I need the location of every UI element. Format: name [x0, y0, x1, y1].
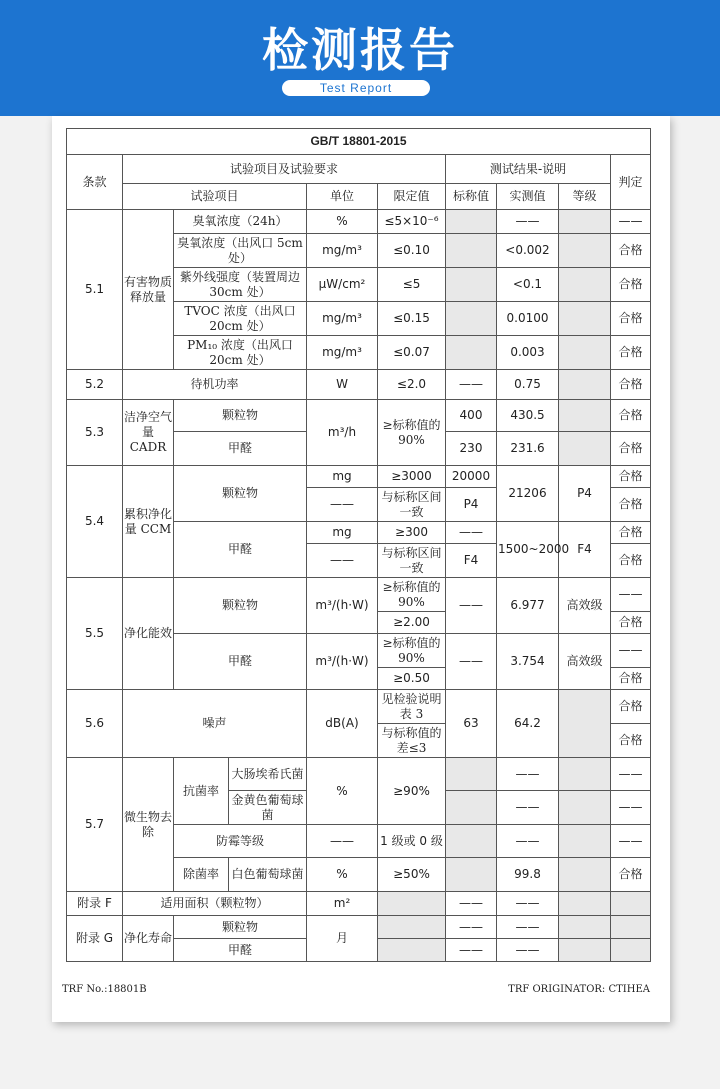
table-cell: ≥标称值的 90% — [378, 400, 446, 466]
table-cell: —— — [446, 939, 497, 962]
table-cell: 抗菌率 — [174, 758, 229, 825]
table-cell: —— — [497, 916, 559, 939]
table-cell: ≤0.15 — [378, 302, 446, 336]
table-cell: 0.0100 — [497, 302, 559, 336]
table-cell: 甲醛 — [174, 432, 307, 466]
col-item: 试验项目 — [123, 184, 307, 210]
table-cell: mg/m³ — [307, 336, 378, 370]
table-row — [67, 210, 651, 234]
table-row — [67, 758, 651, 791]
table-cell: 6.977 — [497, 578, 559, 634]
col-unit: 单位 — [307, 184, 378, 210]
empty-shaded-cell — [559, 825, 611, 858]
table-cell: μW/cm² — [307, 268, 378, 302]
table-cell: 有害物质释放量 — [123, 210, 174, 370]
table-cell: 3.754 — [497, 634, 559, 690]
table-cell: 与标称区间一致 — [378, 488, 446, 522]
table-cell: —— — [307, 544, 378, 578]
empty-shaded-cell — [559, 758, 611, 791]
table-cell: 5.4 — [67, 466, 123, 578]
table-cell: —— — [446, 916, 497, 939]
table-cell: 231.6 — [497, 432, 559, 466]
table-cell: —— — [446, 892, 497, 916]
table-cell: —— — [446, 522, 497, 544]
table-cell: 颗粒物 — [174, 916, 307, 939]
table-cell: —— — [446, 370, 497, 400]
table-row — [67, 892, 651, 916]
empty-shaded-cell — [446, 268, 497, 302]
table-cell: 高效级 — [559, 578, 611, 634]
empty-shaded-cell — [559, 370, 611, 400]
table-cell: ≥300 — [378, 522, 446, 544]
table-cell: 甲醛 — [174, 522, 307, 578]
table-cell: 附录 F — [67, 892, 123, 916]
table-cell: 430.5 — [497, 400, 559, 432]
table-cell: 附录 G — [67, 916, 123, 962]
table-cell: 颗粒物 — [174, 466, 307, 522]
col-grade: 等级 — [559, 184, 611, 210]
table-cell: —— — [611, 758, 651, 791]
table-cell: ≤2.0 — [378, 370, 446, 400]
header-row-2 — [67, 184, 651, 210]
table-cell: ≤0.07 — [378, 336, 446, 370]
table-cell: % — [307, 210, 378, 234]
table-cell: 5.2 — [67, 370, 123, 400]
table-cell: 5.5 — [67, 578, 123, 690]
table-cell: m² — [307, 892, 378, 916]
table-cell: 合格 — [611, 858, 651, 892]
table-cell: —— — [497, 791, 559, 825]
table-cell: 微生物去除 — [123, 758, 174, 892]
empty-shaded-cell — [559, 432, 611, 466]
table-cell: 5.1 — [67, 210, 123, 370]
table-cell: 洁净空气量 CADR — [123, 400, 174, 466]
empty-shaded-cell — [378, 916, 446, 939]
table-cell: —— — [307, 825, 378, 858]
table-cell: 净化能效 — [123, 578, 174, 690]
table-cell: 紫外线强度（装置周边 30cm 处） — [174, 268, 307, 302]
col-nominal: 标称值 — [446, 184, 497, 210]
empty-shaded-cell — [446, 210, 497, 234]
table-cell: PM₁₀ 浓度（出风口 20cm 处） — [174, 336, 307, 370]
table-row — [67, 400, 651, 432]
empty-shaded-cell — [446, 758, 497, 791]
table-cell: —— — [497, 892, 559, 916]
table-cell: 噪声 — [123, 690, 307, 758]
table-cell: 230 — [446, 432, 497, 466]
table-cell: m³/h — [307, 400, 378, 466]
report-table — [66, 128, 651, 962]
table-cell: 合格 — [611, 690, 651, 724]
table-cell: m³/(h·W) — [307, 578, 378, 634]
table-cell: mg — [307, 466, 378, 488]
table-cell: —— — [446, 578, 497, 634]
table-cell: ≤5 — [378, 268, 446, 302]
col-verdict: 判定 — [611, 155, 651, 210]
empty-shaded-cell — [611, 939, 651, 962]
table-cell: 颗粒物 — [174, 578, 307, 634]
table-cell: —— — [307, 488, 378, 522]
empty-shaded-cell — [611, 916, 651, 939]
table-cell: 合格 — [611, 668, 651, 690]
table-cell: —— — [611, 634, 651, 668]
empty-shaded-cell — [378, 892, 446, 916]
table-cell: —— — [611, 825, 651, 858]
empty-shaded-cell — [559, 858, 611, 892]
table-cell: 合格 — [611, 522, 651, 544]
empty-shaded-cell — [559, 400, 611, 432]
table-cell: mg — [307, 522, 378, 544]
standard-title: GB/T 18801-2015 — [67, 129, 651, 155]
table-cell: 臭氧浓度（出风口 5cm 处） — [174, 234, 307, 268]
table-cell: ≥0.50 — [378, 668, 446, 690]
table-cell: <0.1 — [497, 268, 559, 302]
table-row — [67, 370, 651, 400]
empty-shaded-cell — [559, 234, 611, 268]
table-cell: 64.2 — [497, 690, 559, 758]
table-cell: —— — [611, 578, 651, 612]
table-cell: F4 — [446, 544, 497, 578]
col-test-group: 试验项目及试验要求 — [123, 155, 446, 184]
empty-shaded-cell — [559, 791, 611, 825]
table-cell: 与标称值的差≤3 — [378, 724, 446, 758]
table-cell: 净化寿命 — [123, 916, 174, 962]
table-cell: 5.7 — [67, 758, 123, 892]
table-cell: ≥50% — [378, 858, 446, 892]
empty-shaded-cell — [446, 336, 497, 370]
header-row-1 — [67, 155, 651, 184]
empty-shaded-cell — [446, 302, 497, 336]
table-cell: dB(A) — [307, 690, 378, 758]
table-cell: mg/m³ — [307, 302, 378, 336]
table-cell: 合格 — [611, 612, 651, 634]
table-cell: % — [307, 858, 378, 892]
header-banner — [0, 0, 720, 116]
table-cell: 甲醛 — [174, 634, 307, 690]
col-results: 测试结果-说明 — [446, 155, 611, 184]
banner-title: 检测报告 — [262, 23, 458, 77]
empty-shaded-cell — [559, 916, 611, 939]
table-cell: 金黄色葡萄球菌 — [229, 791, 307, 825]
table-cell: 0.75 — [497, 370, 559, 400]
table-cell: 合格 — [611, 370, 651, 400]
table-cell: ≥标称值的 90% — [378, 578, 446, 612]
table-cell: 除菌率 — [174, 858, 229, 892]
table-cell: —— — [497, 758, 559, 791]
col-clause: 条款 — [67, 155, 123, 210]
table-cell: 高效级 — [559, 634, 611, 690]
empty-shaded-cell — [559, 336, 611, 370]
table-cell: 21206 — [497, 466, 559, 522]
empty-shaded-cell — [559, 892, 611, 916]
table-cell: 颗粒物 — [174, 400, 307, 432]
table-cell: 与标称区间一致 — [378, 544, 446, 578]
table-cell: ≤0.10 — [378, 234, 446, 268]
table-cell: 白色葡萄球菌 — [229, 858, 307, 892]
table-cell: 合格 — [611, 432, 651, 466]
table-title-row — [67, 129, 651, 155]
table-cell: m³/(h·W) — [307, 634, 378, 690]
table-cell: 合格 — [611, 544, 651, 578]
table-cell: 甲醛 — [174, 939, 307, 962]
table-cell: —— — [446, 634, 497, 690]
empty-shaded-cell — [559, 210, 611, 234]
table-cell: ≥标称值的 90% — [378, 634, 446, 668]
table-row — [67, 916, 651, 939]
table-cell: 适用面积（颗粒物） — [123, 892, 307, 916]
table-row — [67, 578, 651, 612]
table-cell: 0.003 — [497, 336, 559, 370]
empty-shaded-cell — [446, 825, 497, 858]
table-cell: 1 级或 0 级 — [378, 825, 446, 858]
empty-shaded-cell — [559, 268, 611, 302]
table-cell: —— — [611, 791, 651, 825]
empty-shaded-cell — [446, 858, 497, 892]
table-cell: mg/m³ — [307, 234, 378, 268]
table-cell: 20000 — [446, 466, 497, 488]
table-cell: % — [307, 758, 378, 825]
table-cell: 合格 — [611, 466, 651, 488]
table-cell: 合格 — [611, 400, 651, 432]
table-cell: ≥2.00 — [378, 612, 446, 634]
table-cell: 合格 — [611, 302, 651, 336]
table-cell: —— — [497, 210, 559, 234]
table-cell: 合格 — [611, 336, 651, 370]
empty-shaded-cell — [378, 939, 446, 962]
table-cell: —— — [611, 210, 651, 234]
table-cell: <0.002 — [497, 234, 559, 268]
table-row — [67, 690, 651, 724]
empty-shaded-cell — [446, 791, 497, 825]
table-cell: 防霉等级 — [174, 825, 307, 858]
table-cell: 见检验说明表 3 — [378, 690, 446, 724]
table-cell: —— — [497, 825, 559, 858]
table-cell: —— — [497, 939, 559, 962]
table-cell: ≥3000 — [378, 466, 446, 488]
table-cell: 1500~2000 — [497, 522, 559, 578]
table-cell: 5.3 — [67, 400, 123, 466]
empty-shaded-cell — [559, 302, 611, 336]
table-cell: 99.8 — [497, 858, 559, 892]
table-cell: 合格 — [611, 488, 651, 522]
table-cell: 5.6 — [67, 690, 123, 758]
table-cell: 63 — [446, 690, 497, 758]
table-cell: 合格 — [611, 268, 651, 302]
table-cell: 累积净化量 CCM — [123, 466, 174, 578]
col-limit: 限定值 — [378, 184, 446, 210]
table-cell: 400 — [446, 400, 497, 432]
table-cell: 月 — [307, 916, 378, 962]
banner-subtitle: Test Report — [282, 80, 430, 96]
footer-trf-originator: TRF ORIGINATOR: CTIHEA — [508, 984, 650, 995]
empty-shaded-cell — [559, 690, 611, 758]
table-cell: ≥90% — [378, 758, 446, 825]
table-cell: P4 — [559, 466, 611, 522]
table-cell: F4 — [559, 522, 611, 578]
empty-shaded-cell — [559, 939, 611, 962]
report-document — [52, 116, 670, 1022]
table-cell: 合格 — [611, 724, 651, 758]
empty-shaded-cell — [446, 234, 497, 268]
table-cell: ≤5×10⁻⁶ — [378, 210, 446, 234]
table-cell: W — [307, 370, 378, 400]
table-cell: P4 — [446, 488, 497, 522]
empty-shaded-cell — [611, 892, 651, 916]
table-row — [67, 466, 651, 488]
table-cell: 大肠埃希氏菌 — [229, 758, 307, 791]
table-cell: 臭氧浓度（24h） — [174, 210, 307, 234]
table-cell: 待机功率 — [123, 370, 307, 400]
table-cell: 合格 — [611, 234, 651, 268]
col-measured: 实测值 — [497, 184, 559, 210]
footer-trf-number: TRF No.:18801B — [62, 984, 147, 995]
table-cell: TVOC 浓度（出风口 20cm 处） — [174, 302, 307, 336]
